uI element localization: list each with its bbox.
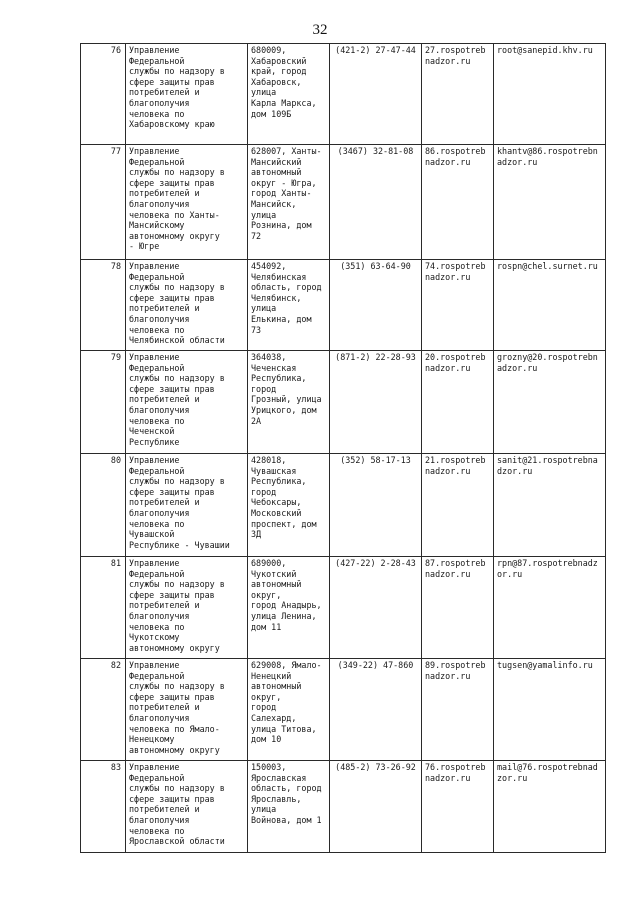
website-cell: 20.rospotreb nadzor.ru <box>422 351 494 454</box>
table-row <box>81 44 606 145</box>
table-row <box>81 260 606 351</box>
registry-table-body <box>81 44 606 853</box>
website-cell: 89.rospotreb nadzor.ru <box>422 659 494 761</box>
address-cell: 454092, Челябинская область, город Челябинск, улица Елькина, дом 73 <box>248 260 330 351</box>
address-cell: 428018, Чувашская Республика, город Чебоксары, Московский проспект, дом 3Д <box>248 454 330 557</box>
table-row <box>81 454 606 557</box>
website-cell: 21.rospotreb nadzor.ru <box>422 454 494 557</box>
email-cell: sanit@21.rospotrebna dzor.ru <box>494 454 606 557</box>
address-cell: 364038, Чеченская Республика, город Грозный, улица Урицкого, дом 2А <box>248 351 330 454</box>
address-cell: 150003, Ярославская область, город Ярославль, улица Войнова, дом 1 <box>248 761 330 853</box>
address-cell: 628007, Ханты- Мансийский автономный округ - Югра, город Ханты- Мансийск, улица Рознина, дом 72 <box>248 145 330 260</box>
row-number-cell: 76 <box>81 44 126 145</box>
page-number: 32 <box>312 22 328 38</box>
organization-name-cell: Управление Федеральной службы по надзору в сфере защиты прав потребителей и благополучия человека по Ярославской области <box>126 761 248 853</box>
address-cell: 680009, Хабаровский край, город Хабаровск, улица Карла Маркса, дом 109Б <box>248 44 330 145</box>
organization-name-cell: Управление Федеральной службы по надзору в сфере защиты прав потребителей и благополучия человека по Челябинской области <box>126 260 248 351</box>
row-number-cell: 80 <box>81 454 126 557</box>
website-cell: 87.rospotreb nadzor.ru <box>422 557 494 659</box>
email-cell: mail@76.rospotrebnad zor.ru <box>494 761 606 853</box>
organization-name-cell: Управление Федеральной службы по надзору в сфере защиты прав потребителей и благополучия человека по Чеченской Республике <box>126 351 248 454</box>
email-cell: grozny@20.rospotrebn adzor.ru <box>494 351 606 454</box>
email-cell: tugsen@yamalinfo.ru <box>494 659 606 761</box>
registry-table <box>80 43 606 853</box>
email-cell: root@sanepid.khv.ru <box>494 44 606 145</box>
row-number-cell: 83 <box>81 761 126 853</box>
phone-cell: (427-22) 2-28-43 <box>330 557 422 659</box>
organization-name-cell: Управление Федеральной службы по надзору в сфере защиты прав потребителей и благополучия человека по Ямало- Ненецкому автономному округу <box>126 659 248 761</box>
row-number-cell: 78 <box>81 260 126 351</box>
row-number-cell: 82 <box>81 659 126 761</box>
phone-cell: (352) 58-17-13 <box>330 454 422 557</box>
organization-name-cell: Управление Федеральной службы по надзору в сфере защиты прав потребителей и благополучия человека по Чувашской Республике - Чувашии <box>126 454 248 557</box>
email-cell: rospn@chel.surnet.ru <box>494 260 606 351</box>
organization-name-cell: Управление Федеральной службы по надзору в сфере защиты прав потребителей и благополучия человека по Ханты- Мансийскому автономному округу - Югре <box>126 145 248 260</box>
address-cell: 629008, Ямало- Ненецкий автономный округ, город Салехард, улица Титова, дом 10 <box>248 659 330 761</box>
organization-name-cell: Управление Федеральной службы по надзору в сфере защиты прав потребителей и благополучия человека по Чукотскому автономному округу <box>126 557 248 659</box>
email-cell: khantv@86.rospotrebn adzor.ru <box>494 145 606 260</box>
row-number-cell: 81 <box>81 557 126 659</box>
organization-name-cell: Управление Федеральной службы по надзору в сфере защиты прав потребителей и благополучия человека по Хабаровскому краю <box>126 44 248 145</box>
website-cell: 86.rospotreb nadzor.ru <box>422 145 494 260</box>
phone-cell: (351) 63-64-90 <box>330 260 422 351</box>
phone-cell: (485-2) 73-26-92 <box>330 761 422 853</box>
table-row <box>81 557 606 659</box>
row-number-cell: 79 <box>81 351 126 454</box>
website-cell: 74.rospotreb nadzor.ru <box>422 260 494 351</box>
table-row <box>81 351 606 454</box>
phone-cell: (349-22) 47-860 <box>330 659 422 761</box>
website-cell: 76.rospotreb nadzor.ru <box>422 761 494 853</box>
table-row <box>81 659 606 761</box>
address-cell: 689000, Чукотский автономный округ, город Анадырь, улица Ленина, дом 11 <box>248 557 330 659</box>
website-cell: 27.rospotreb nadzor.ru <box>422 44 494 145</box>
email-cell: rpn@87.rospotrebnadz or.ru <box>494 557 606 659</box>
phone-cell: (3467) 32-81-08 <box>330 145 422 260</box>
table-row <box>81 761 606 853</box>
phone-cell: (421-2) 27-47-44 <box>330 44 422 145</box>
table-row <box>81 145 606 260</box>
row-number-cell: 77 <box>81 145 126 260</box>
phone-cell: (871-2) 22-28-93 <box>330 351 422 454</box>
